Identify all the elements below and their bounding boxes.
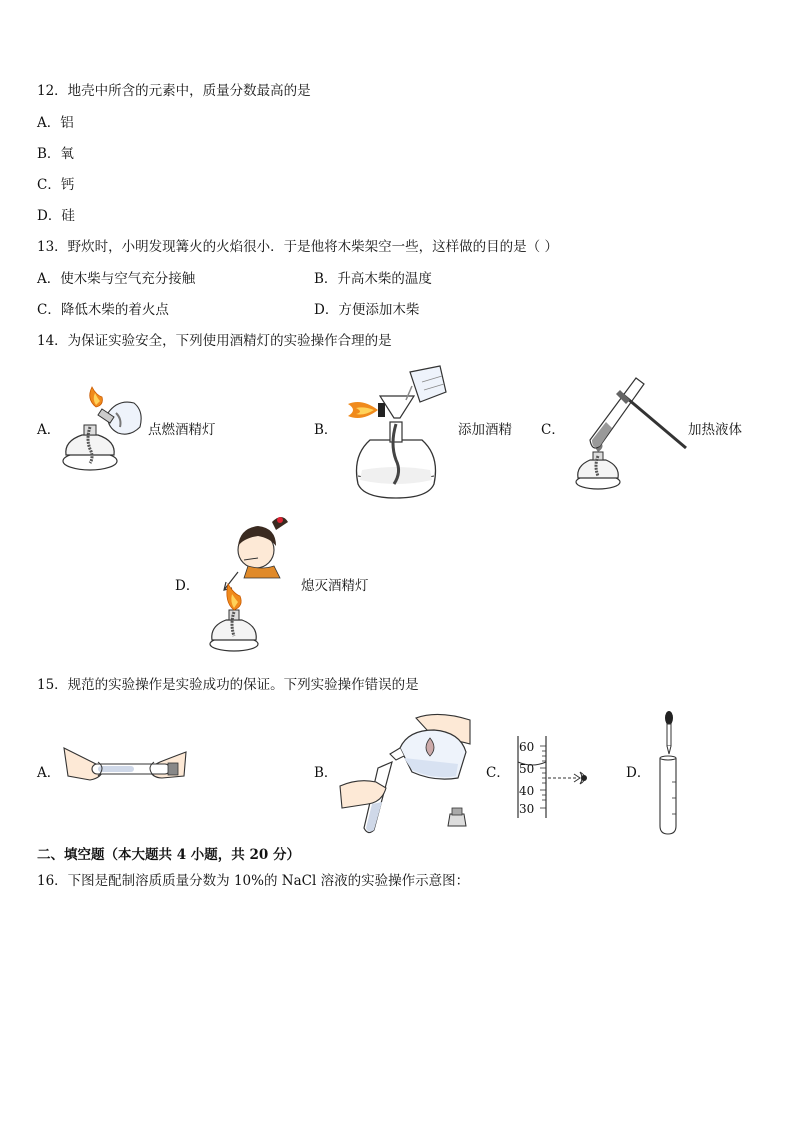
blowing-out-lamp-icon [200,510,298,654]
q13-stem: 13．野炊时，小明发现篝火的火焰很小．于是他将木柴架空一些，这样做的目的是（ ） [37,239,558,255]
q13-option-a: A．使木柴与空气充分接触 [37,271,196,287]
q15-letter-a: A． [37,765,61,781]
test-tube-in-hands-icon [62,738,188,796]
q14-letter-c: C． [541,422,565,438]
q15-letter-b: B． [314,765,338,781]
q15-letter-c: C． [486,765,510,781]
q12-option-a: A．铝 [37,115,74,131]
extinguishing-lamp-figure [200,510,298,654]
q13-option-d: D．方便添加木柴 [314,302,420,318]
q12-option-d: D．硅 [37,208,75,224]
q12-option-c: C．钙 [37,177,75,193]
adding-alcohol-figure [344,360,450,502]
q16-stem: 16．下图是配制溶质质量分数为 10%的 NaCl 溶液的实验操作示意图： [37,873,470,889]
cylinder-tick-30: 30 [519,802,535,816]
q14-caption-b: 添加酒精 [458,422,512,438]
q14-caption-c: 加热液体 [688,422,742,438]
q14-stem: 14．为保证实验安全，下列使用酒精灯的实验操作合理的是 [37,333,392,349]
q14-letter-d: D． [175,578,200,594]
section-2-heading: 二、填空题（本大题共 4 小题，共 20 分） [37,847,300,863]
tube-shaking-figure [62,738,188,796]
q14-caption-a: 点燃酒精灯 [148,422,216,438]
q13-option-c: C．降低木柴的着火点 [37,302,169,318]
alcohol-lamp-refill-icon [344,360,450,502]
q13-option-b: B．升高木柴的温度 [314,271,432,287]
q12-stem: 12．地壳中所含的元素中，质量分数最高的是 [37,83,311,99]
pouring-liquid-figure [338,708,478,836]
pouring-reagent-icon [338,708,478,836]
lighting-lamp-figure [60,383,148,475]
dropper-and-test-tube-icon [656,708,686,836]
test-tube-heating-icon [566,370,692,494]
q12-option-b: B．氧 [37,146,74,162]
cylinder-tick-40: 40 [519,784,535,798]
heating-liquid-figure [566,370,692,494]
q14-letter-b: B． [314,422,338,438]
q15-stem: 15．规范的实验操作是实验成功的保证。下列实验操作错误的是 [37,677,419,693]
q14-caption-d: 熄灭酒精灯 [301,578,369,594]
dropper-figure [656,708,686,836]
alcohol-lamp-lighting-icon [60,383,148,475]
cylinder-tick-50: 50 [519,762,535,776]
q14-letter-a: A． [37,422,61,438]
cylinder-tick-60: 60 [519,740,535,754]
q15-letter-d: D． [626,765,651,781]
